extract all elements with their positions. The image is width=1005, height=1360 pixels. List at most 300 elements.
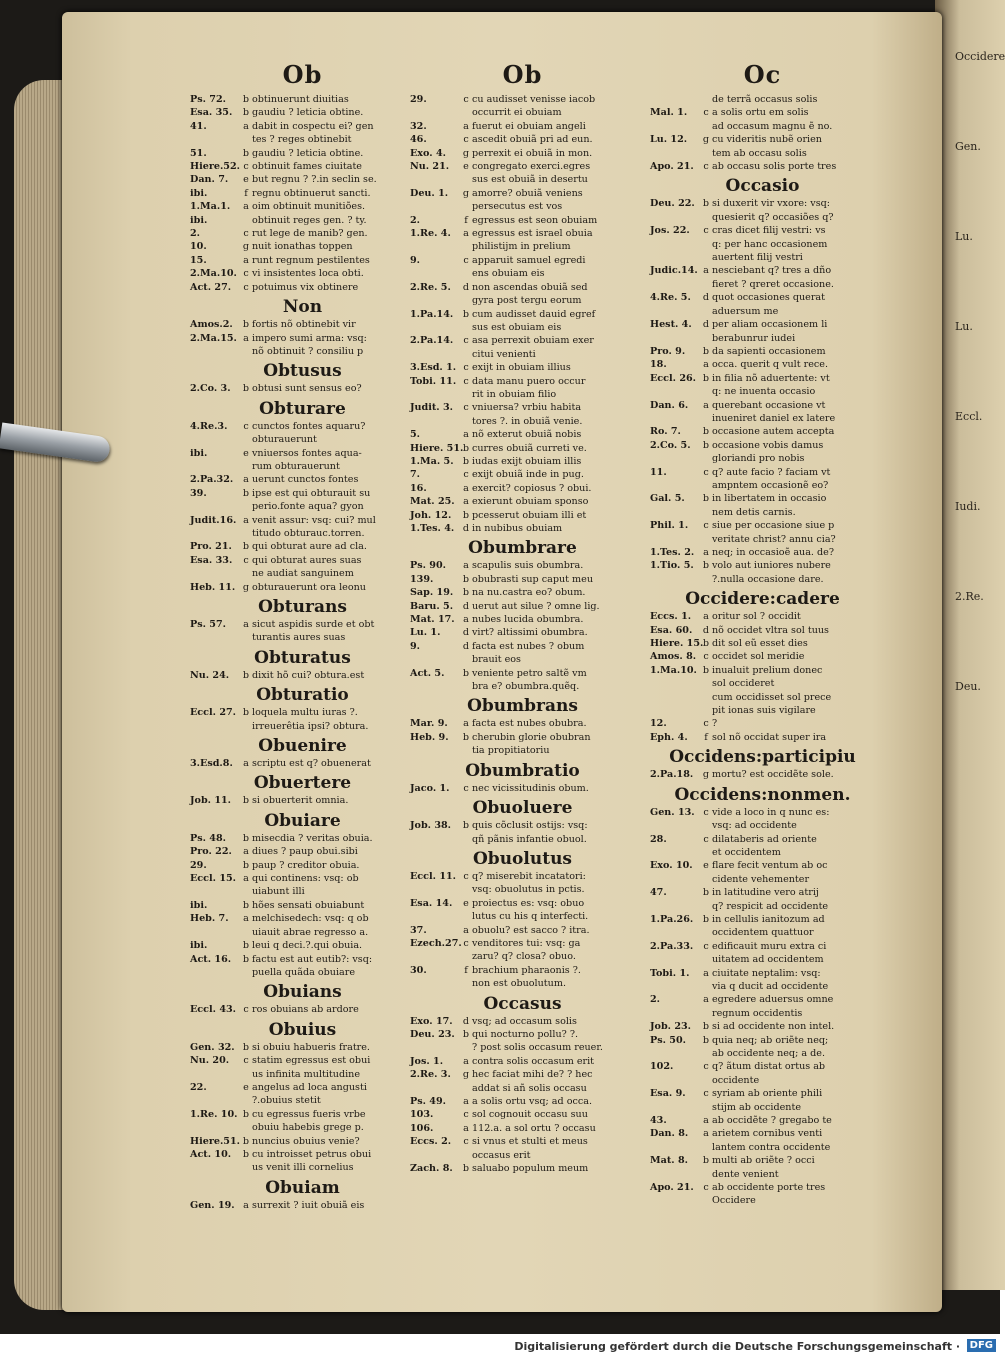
entry-text: in filia nõ aduertente: vt — [712, 372, 830, 384]
concordance-entry — [410, 782, 635, 795]
entry-reference: 1.Ma. 5. — [410, 455, 454, 467]
entry-text: misecdia ? veritas obuia. — [252, 832, 373, 844]
entry-section-letter — [700, 873, 712, 886]
entry-reference: 3.Esd. 1. — [410, 362, 457, 374]
entry-text: diues ? paup obui.sibi — [252, 846, 358, 858]
entry-text: quia neq; ab oriẽte neq; — [712, 1034, 829, 1046]
entry-text: occidente — [712, 1074, 760, 1086]
entry-section-letter: b — [462, 573, 470, 585]
entry-text: occidentem quattuor — [712, 927, 814, 939]
entry-section-letter: c — [463, 469, 469, 481]
entry-section-letter — [700, 980, 712, 993]
entry-section-letter: b — [242, 707, 250, 719]
entry-section-letter — [460, 910, 472, 923]
entry-section-letter — [700, 479, 712, 492]
concordance-entry — [650, 559, 875, 572]
column-running-head: Ob — [502, 60, 543, 89]
entry-text: nesciebant q? tres a dño — [712, 265, 832, 277]
entry-section-letter: g — [702, 769, 710, 781]
entry-section-letter: b — [462, 667, 470, 679]
entry-text: rut lege de manib? gen. — [252, 228, 368, 240]
entry-text: cunctos fontes aquaru? — [252, 420, 366, 432]
entry-reference: 39. — [190, 487, 207, 499]
entry-text: nuit ionathas toppen — [252, 241, 353, 253]
concordance-entry — [410, 1041, 635, 1054]
entry-section-letter: a — [703, 994, 709, 1006]
entry-section-letter — [460, 680, 472, 693]
entry-section-letter — [460, 653, 472, 666]
concordance-entry — [410, 321, 635, 334]
entry-text: dente venient — [712, 1168, 779, 1180]
entry-reference — [650, 506, 700, 519]
entry-text: brachium pharaonis ?. — [472, 964, 581, 976]
entry-section-letter — [460, 833, 472, 846]
entry-reference: 1.Re. 10. — [190, 1108, 238, 1120]
entry-section-letter: c — [463, 1136, 469, 1148]
entry-section-letter: c — [703, 940, 709, 952]
entry-section-letter: c — [703, 466, 709, 478]
entry-section-letter: a — [243, 846, 249, 858]
concordance-entry — [410, 334, 635, 347]
entry-text: gaudiu ? leticia obtine. — [252, 107, 364, 119]
entry-reference: Ps. 50. — [650, 1034, 686, 1046]
entry-section-letter: c — [703, 161, 709, 173]
entry-reference — [650, 278, 700, 291]
entry-text: ampntem occasionẽ eo? — [712, 479, 829, 491]
concordance-entry — [190, 106, 415, 119]
concordance-entry — [410, 897, 635, 910]
concordance-entry — [190, 885, 415, 898]
concordance-entry — [190, 618, 415, 631]
entry-text: na nu.castra eo? obum. — [472, 587, 586, 599]
entry-section-letter — [700, 1168, 712, 1181]
entry-section-letter: a — [243, 254, 249, 266]
entry-section-letter — [460, 950, 472, 963]
entry-section-letter — [240, 966, 252, 979]
entry-reference: Lu. 12. — [650, 134, 688, 146]
entry-section-letter: a — [463, 482, 469, 494]
entry-section-letter: b — [702, 1155, 710, 1167]
entry-section-letter: a — [703, 611, 709, 623]
entry-section-letter: b — [242, 1041, 250, 1053]
entry-section-letter: g — [242, 581, 250, 593]
concordance-entry — [190, 240, 415, 253]
entry-section-letter: d — [462, 281, 470, 293]
entry-section-letter: b — [702, 493, 710, 505]
entry-text: iudas exijt obuiam illis — [472, 455, 582, 467]
concordance-entry — [650, 452, 875, 465]
concordance-entry — [190, 1121, 415, 1134]
entry-reference — [650, 1007, 700, 1020]
concordance-entry — [650, 1087, 875, 1100]
entry-reference: 28. — [650, 833, 667, 845]
entry-reference: Sap. 19. — [410, 587, 454, 599]
concordance-entry — [410, 455, 635, 468]
entry-text: bra e? obumbra.quẽq. — [472, 681, 580, 693]
entry-reference — [650, 1074, 700, 1087]
entry-reference — [190, 433, 240, 446]
concordance-entry — [650, 717, 875, 730]
entry-section-letter — [240, 214, 252, 227]
entry-reference: Ps. 57. — [190, 619, 226, 630]
entry-text: rum obturauerunt — [252, 460, 340, 472]
entry-text: quesierit q? occasiões q? — [712, 211, 834, 223]
entry-reference: Ro. 7. — [650, 426, 681, 438]
concordance-entry — [410, 361, 635, 374]
entry-reference — [650, 1101, 700, 1114]
concordance-entry — [650, 533, 875, 546]
entry-reference: Ps. 48. — [190, 832, 226, 844]
entry-text: q: ne inuenta occasio — [712, 386, 816, 398]
entry-reference: Jaco. 1. — [410, 782, 450, 794]
concordance-entry — [650, 637, 875, 650]
concordance-entry — [650, 1020, 875, 1033]
entry-text: scapulis suis obumbra. — [472, 560, 584, 572]
entry-section-letter — [700, 1101, 712, 1114]
entry-text: a solis ortu em solis — [712, 107, 809, 119]
entry-section-letter: a — [243, 474, 249, 486]
concordance-entry — [650, 278, 875, 291]
entry-text: de terrã occasus solis — [712, 94, 818, 105]
concordance-entry — [410, 924, 635, 937]
entry-section-letter — [700, 819, 712, 832]
entry-reference: Apo. 21. — [650, 161, 694, 173]
entry-section-letter: b — [242, 541, 250, 553]
entry-text: syriam ab oriente phili — [712, 1088, 823, 1100]
entry-reference: Nu. 24. — [190, 669, 230, 681]
entry-reference: 41. — [190, 120, 207, 132]
lemma-heading: Obuiam — [265, 1177, 340, 1198]
entry-section-letter: a — [463, 1055, 469, 1067]
concordance-entry — [190, 1148, 415, 1161]
entry-text: oritur sol ? occidit — [712, 611, 801, 623]
entry-text: exierunt obuiam sponso — [472, 496, 589, 508]
entry-reference: Deu. 1. — [410, 187, 449, 199]
entry-reference: Amos. 8. — [650, 651, 697, 663]
entry-text: occasione autem accepta — [712, 426, 835, 438]
entry-text: ? post solis occasum reuer. — [472, 1042, 603, 1054]
concordance-entry — [650, 506, 875, 519]
entry-text: ab occasu solis porte tres — [712, 161, 837, 173]
entry-text: apparuit samuel egredi — [472, 254, 586, 266]
entry-reference: Jos. 1. — [410, 1055, 444, 1067]
concordance-entry — [190, 332, 415, 345]
entry-text: uitatem ad occidentem — [712, 954, 824, 966]
entry-reference — [410, 1041, 460, 1054]
concordance-entry — [410, 1028, 635, 1041]
entry-text: dixit hõ cui? obtura.est — [252, 669, 365, 681]
concordance-entry — [410, 1015, 635, 1028]
entry-section-letter: d — [702, 292, 710, 304]
entry-section-letter: b — [242, 859, 250, 871]
entry-text: scriptu est q? obuenerat — [252, 758, 371, 770]
concordance-entry — [410, 559, 635, 572]
entry-section-letter: b — [242, 953, 250, 965]
entry-text: perrexit ei obuiã in mon. — [472, 147, 593, 159]
concordance-entry — [650, 1034, 875, 1047]
concordance-entry — [410, 227, 635, 240]
entry-text: oim obtinuit munitiões. — [252, 201, 366, 213]
concordance-entry — [190, 267, 415, 280]
entry-text: obtinuerunt diuitias — [252, 94, 349, 105]
concordance-entry — [190, 200, 415, 213]
entry-text: regnu obtinuerut sancti. — [252, 187, 371, 199]
entry-text: vi insistentes loca obti. — [252, 268, 364, 280]
concordance-entry — [410, 977, 635, 990]
entry-text: cum occidisset sol prece — [712, 691, 832, 703]
entry-text: si duxerit vir vxore: vsq: — [712, 198, 831, 210]
concordance-entry — [410, 937, 635, 950]
entry-section-letter — [460, 1041, 472, 1054]
entry-reference — [190, 885, 240, 898]
entry-section-letter — [460, 106, 472, 119]
entry-text: per aliam occasionem li — [712, 319, 828, 331]
entry-text: multi ab oriẽte ? occi — [712, 1155, 815, 1167]
entry-text: inueniret daniel ex latere — [712, 412, 836, 424]
entry-reference — [190, 500, 240, 513]
entry-reference: Job. 38. — [410, 820, 452, 832]
concordance-entry — [650, 546, 875, 559]
entry-reference — [410, 833, 460, 846]
entry-section-letter: c — [463, 335, 469, 347]
entry-reference: 4.Re. 5. — [650, 292, 691, 304]
entry-text: egredere aduersus omne — [712, 994, 834, 1006]
concordance-entry — [190, 912, 415, 925]
entry-text: hec faciat mihi de? ? hec — [472, 1069, 593, 1081]
next-page-fragment: Lu. — [955, 320, 973, 333]
concordance-entry — [650, 1074, 875, 1087]
entry-text: q? miserebit incatatori: — [472, 870, 586, 882]
entry-section-letter — [240, 926, 252, 939]
entry-section-letter: c — [463, 94, 469, 105]
entry-text: sus est obuiã in desertu — [472, 174, 588, 186]
entry-reference: Eccs. 1. — [650, 611, 692, 623]
concordance-entry — [650, 439, 875, 452]
entry-section-letter — [700, 412, 712, 425]
entry-reference: 29. — [410, 94, 427, 105]
entry-text: nõ exterut obuiã nobis — [472, 429, 582, 441]
entry-reference — [650, 479, 700, 492]
entry-text: in latitudine vero atrij — [712, 887, 819, 899]
concordance-entry — [650, 251, 875, 264]
lemma-heading: Obumbrans — [467, 696, 578, 717]
entry-reference — [650, 691, 700, 704]
concordance-entry — [650, 1127, 875, 1140]
entry-text: asa perrexit obuiam exer — [472, 335, 594, 347]
entry-section-letter: b — [242, 487, 250, 499]
entry-text: lantem contra occidente — [712, 1141, 831, 1153]
concordance-entry — [410, 910, 635, 923]
entry-reference — [190, 527, 240, 540]
entry-section-letter: c — [243, 281, 249, 293]
concordance-entry — [410, 731, 635, 744]
entry-section-letter — [460, 240, 472, 253]
entry-text: quis cõclusit ostijs: vsq: — [472, 820, 588, 832]
entry-text: occa. querit q vult rece. — [712, 359, 829, 371]
column-2 — [410, 60, 635, 1175]
entry-reference — [410, 950, 460, 963]
concordance-entry — [410, 640, 635, 653]
concordance-entry — [650, 492, 875, 505]
entry-section-letter: a — [703, 1115, 709, 1127]
concordance-entry — [410, 187, 635, 200]
concordance-entry — [650, 691, 875, 704]
concordance-entry — [650, 1114, 875, 1127]
entry-section-letter — [700, 1194, 712, 1207]
entry-reference: 11. — [650, 466, 667, 478]
concordance-entry — [410, 214, 635, 227]
concordance-entry — [650, 106, 875, 119]
column-running-head: Ob — [282, 60, 323, 89]
entry-text: gloriandi pro nobis — [712, 453, 805, 465]
entry-reference — [410, 348, 460, 361]
entry-reference: Eph. 4. — [650, 731, 688, 743]
entry-text: neq; in occasioẽ aua. de? — [712, 547, 834, 558]
entry-text: fortis nõ obtinebit vir — [252, 319, 356, 331]
entry-reference: ibi. — [190, 447, 208, 459]
footer-bar — [0, 1334, 1000, 1360]
concordance-entry — [190, 631, 415, 644]
entry-reference: Ezech.27. — [410, 937, 462, 949]
entry-section-letter: b — [702, 560, 710, 572]
entry-reference — [410, 744, 460, 757]
entry-text: via q ducit ad occidente — [712, 980, 829, 992]
entry-reference: Lu. 1. — [410, 627, 441, 639]
entry-section-letter: b — [242, 147, 250, 159]
entry-reference — [650, 819, 700, 832]
next-page-fragment: Lu. — [955, 230, 973, 243]
entry-section-letter: c — [463, 134, 469, 146]
concordance-entry — [190, 567, 415, 580]
entry-section-letter — [700, 1007, 712, 1020]
entry-section-letter: a — [243, 514, 249, 526]
entry-reference: 2.Ma.15. — [190, 332, 237, 344]
entry-section-letter — [700, 953, 712, 966]
lemma-heading: Obuertere — [253, 773, 352, 794]
concordance-entry — [410, 294, 635, 307]
entry-section-letter: a — [463, 496, 469, 508]
concordance-entry — [650, 873, 875, 886]
entry-reference: ibi. — [190, 940, 208, 952]
entry-reference: 5. — [410, 429, 421, 441]
entry-section-letter — [700, 93, 712, 106]
entry-section-letter — [700, 573, 712, 586]
lemma-heading: Obturatio — [256, 685, 349, 706]
entry-section-letter — [700, 691, 712, 704]
lemma-heading: Obtusus — [263, 361, 342, 382]
entry-text: q: per hanc occasionem — [712, 238, 828, 250]
entry-section-letter: a — [243, 873, 249, 885]
entry-section-letter: g — [702, 134, 710, 146]
entry-section-letter — [700, 926, 712, 939]
concordance-entry — [410, 173, 635, 186]
entry-section-letter: e — [243, 174, 249, 186]
entry-reference: 1.Ma.10. — [650, 664, 697, 676]
concordance-entry — [650, 980, 875, 993]
concordance-entry — [410, 1095, 635, 1108]
concordance-entry — [650, 768, 875, 781]
entry-reference: Tobi. 1. — [650, 967, 690, 979]
entry-section-letter — [460, 744, 472, 757]
entry-text: vniuersa? vrbiu habita — [472, 402, 582, 414]
concordance-entry — [410, 160, 635, 173]
entry-reference: Judit. 3. — [410, 402, 453, 414]
concordance-entry — [410, 120, 635, 133]
concordance-entry — [410, 1122, 635, 1135]
entry-reference: 1.Ma.1. — [190, 201, 231, 213]
entry-text: cu egressus fueris vrbe — [252, 1108, 366, 1120]
entry-section-letter: a — [243, 1199, 249, 1211]
entry-reference: Ps. 72. — [190, 94, 226, 105]
concordance-entry — [650, 385, 875, 398]
entry-text: ab occidente neq; a de. — [712, 1048, 825, 1059]
entry-reference: Mat. 17. — [410, 614, 455, 626]
entry-section-letter — [240, 527, 252, 540]
entry-text: tem ab occasu solis — [712, 147, 807, 159]
lemma-heading: Obuius — [268, 1019, 337, 1040]
entry-text: uiabunt illi — [252, 886, 305, 898]
concordance-entry — [650, 624, 875, 637]
entry-text: factu est aut eutib?: vsq: — [252, 953, 373, 965]
concordance-entry — [410, 281, 635, 294]
concordance-entry — [650, 819, 875, 832]
entry-text: volo aut iuniores nubere — [712, 560, 831, 572]
lemma-heading: Obturatus — [254, 647, 351, 668]
entry-reference: Phil. 1. — [650, 520, 689, 532]
entry-reference — [410, 106, 460, 119]
entry-reference — [410, 200, 460, 213]
concordance-entry — [650, 650, 875, 663]
entry-text: nec vicissitudinis obum. — [472, 782, 589, 794]
concordance-entry — [650, 519, 875, 532]
entry-text: si obuiu habueris fratre. — [252, 1041, 370, 1053]
concordance-entry — [190, 1081, 415, 1094]
entry-section-letter — [460, 388, 472, 401]
entry-reference: Pro. 9. — [650, 345, 686, 357]
entry-text: irreuerêtia ipsi? obtura. — [252, 720, 369, 732]
entry-text: zaru? q? closa? obuo. — [472, 951, 576, 963]
entry-reference: Esa. 35. — [190, 107, 233, 119]
entry-text: ne audiat sanguinem — [252, 568, 354, 580]
entry-reference — [410, 321, 460, 334]
entry-reference: 46. — [410, 134, 427, 146]
entry-section-letter: c — [243, 268, 249, 280]
entry-text: nem detis carnis. — [712, 506, 796, 518]
concordance-entry — [410, 308, 635, 321]
entry-section-letter: b — [242, 669, 250, 681]
concordance-entry — [650, 967, 875, 980]
concordance-entry — [410, 1162, 635, 1175]
entry-reference: 103. — [410, 1109, 434, 1121]
entry-reference: 1.Pa.26. — [650, 913, 694, 925]
concordance-entry — [190, 794, 415, 807]
concordance-entry — [650, 610, 875, 623]
concordance-entry — [190, 160, 415, 173]
entry-section-letter: b — [242, 1148, 250, 1160]
entry-section-letter: b — [702, 1021, 710, 1033]
entry-reference — [650, 211, 700, 224]
entry-reference: ibi. — [190, 187, 208, 199]
concordance-entry — [650, 1101, 875, 1114]
entry-text: cherubin glorie obubran — [472, 731, 591, 743]
lemma-heading: Obturare — [259, 398, 346, 419]
entry-text: gaudiu ? leticia obtine. — [252, 147, 364, 159]
concordance-entry — [650, 704, 875, 717]
entry-reference — [650, 704, 700, 717]
entry-section-letter: b — [242, 899, 250, 911]
entry-reference: 30. — [410, 964, 427, 976]
entry-reference: Ps. 90. — [410, 560, 446, 572]
